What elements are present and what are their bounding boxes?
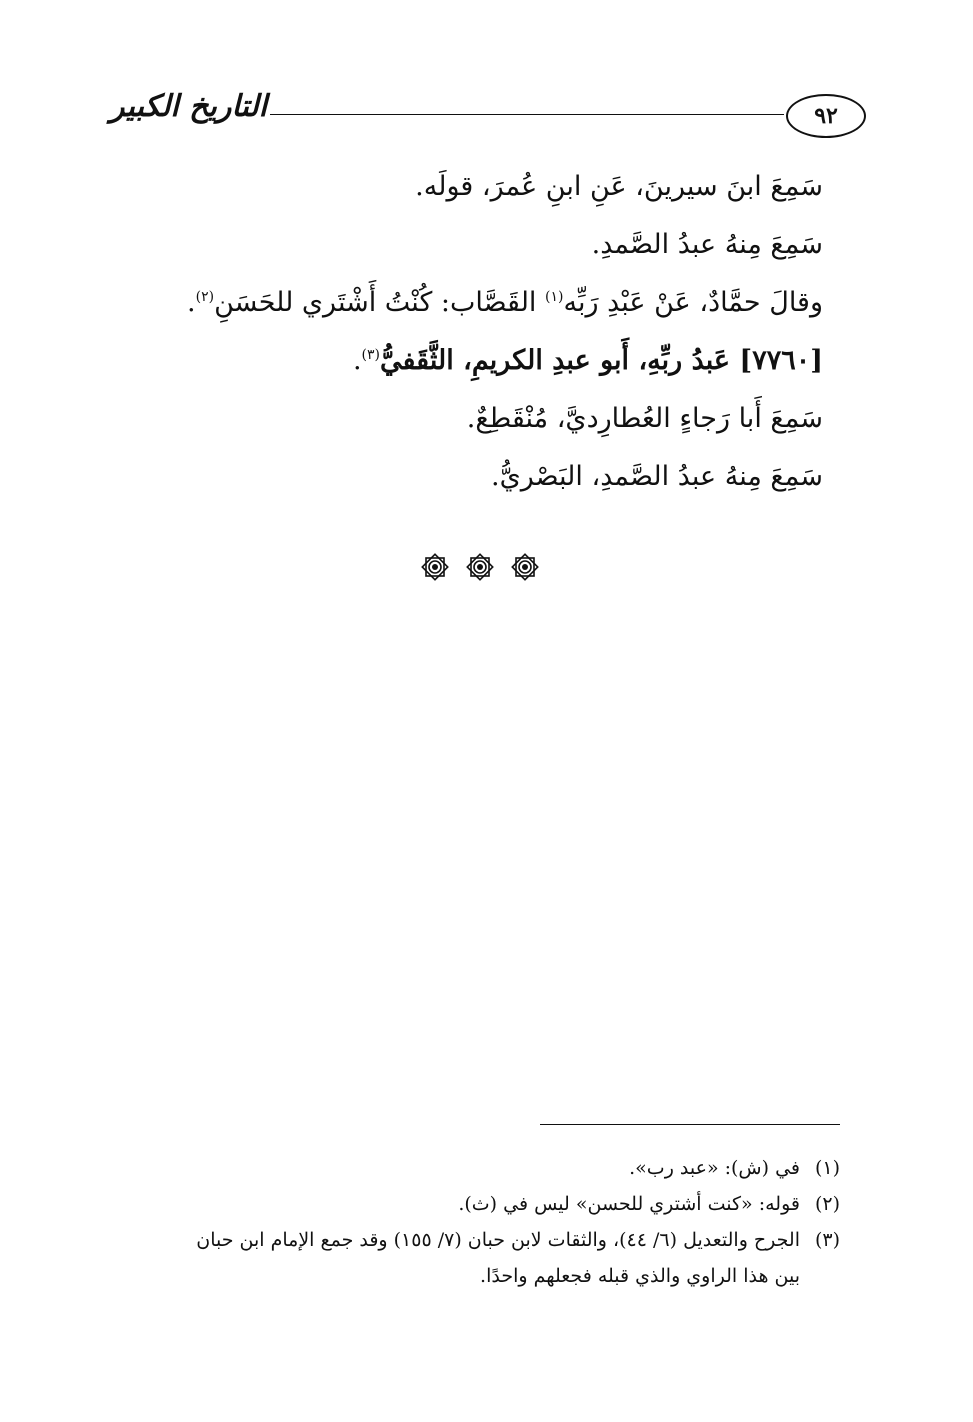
footnote-number: (١) bbox=[814, 1157, 840, 1179]
footnotes bbox=[100, 1150, 840, 1294]
footnote-number: (٣) bbox=[814, 1229, 840, 1251]
star-rosette-icon bbox=[465, 552, 495, 582]
text-line: سَمِعَ ابنَ سيرينَ، عَنِ ابنِ عُمرَ، قولَه. bbox=[415, 171, 823, 202]
footnote-text: الجرح والتعديل (٦/ ٤٤)، والثقات لابن حبان (٧/ ١٥٥) وقد جمع الإمام ابن حبان bbox=[196, 1229, 800, 1251]
text-line: سَمِعَ مِنهُ عبدُ الصَّمدِ. bbox=[591, 229, 823, 260]
text-segment: وقالَ حمَّادٌ، عَنْ عَبْدِ رَبِّه bbox=[563, 287, 823, 318]
text-segment: القَصَّاب: كُنْتُ أَشْتَري للحَسَنِ bbox=[214, 287, 546, 318]
section-ornament bbox=[420, 550, 540, 584]
footnote-number: (٢) bbox=[814, 1193, 840, 1215]
text-line: سَمِعَ مِنهُ عبدُ الصَّمدِ، البَصْريُّ. bbox=[491, 461, 823, 492]
footnote-continuation: بين هذا الراوي والذي قبله فجعلهم واحدًا. bbox=[480, 1265, 800, 1287]
page-number: ٩٢ bbox=[786, 94, 866, 138]
text-line bbox=[183, 274, 823, 332]
entry-heading-line bbox=[183, 332, 823, 390]
header-rule bbox=[270, 114, 784, 115]
star-rosette-icon bbox=[420, 552, 450, 582]
running-header bbox=[110, 88, 866, 148]
star-rosette-icon bbox=[510, 552, 540, 582]
text-segment: . bbox=[187, 287, 196, 318]
footnote-ref[interactable]: (٢) bbox=[195, 289, 215, 305]
footnote bbox=[100, 1222, 840, 1258]
footnote-text: قوله: «كنت أشتري للحسن» ليس في (ث). bbox=[458, 1193, 800, 1215]
entry-heading: [٧٧٦٠] عَبدُ ربِّهِ، أَبو عبدِ الكريمِ، الثَّقَفيُّ bbox=[380, 345, 823, 376]
footnote-text: في (ش): «عبد رب». bbox=[629, 1157, 800, 1179]
footnote-ref[interactable]: (٣) bbox=[361, 347, 381, 363]
footnote-ref[interactable]: (١) bbox=[545, 289, 564, 305]
footnote bbox=[100, 1186, 840, 1222]
footnote-separator bbox=[540, 1124, 840, 1125]
footnote bbox=[100, 1150, 840, 1186]
book-title: التاريخ الكبير bbox=[110, 89, 268, 124]
text-segment: . bbox=[352, 345, 362, 376]
text-line: سَمِعَ أَبا رَجاءٍ العُطارِديَّ، مُنْقَطِعٌ. bbox=[466, 403, 823, 434]
main-text bbox=[183, 158, 823, 506]
